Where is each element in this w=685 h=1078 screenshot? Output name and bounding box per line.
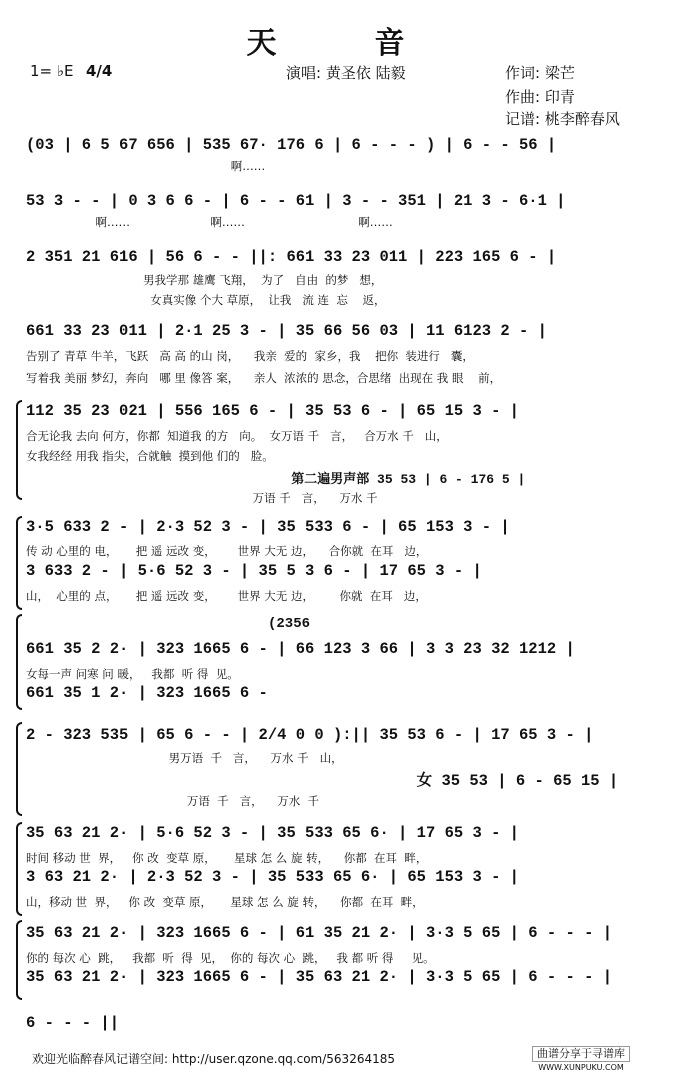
system-brace-3	[16, 614, 22, 710]
score-line-10: 661 35 1 2· | 323 1665 6 -	[26, 684, 268, 702]
lyric-line-9a: 女每一声 问寒 问 暖， 我都 听 得 见。	[26, 667, 239, 681]
system-brace-5	[16, 822, 22, 916]
lyric-line-5a: 合无论我 去向 何方，你都 知道我 的方 向。 女万语 千 言， 合万水 千 山，	[26, 429, 448, 443]
composer: 作曲: 印青	[505, 88, 575, 106]
key-signature: 1= ♭E	[30, 62, 74, 80]
system-brace-1	[16, 400, 22, 500]
lyric-line-14a: 山，移动 世 界， 你 改 变草 原， 星球 怎 么 旋 转， 你都 在耳 畔，	[26, 895, 424, 909]
lyric-line-3a: 男我学那 雄鹰 飞翔， 为了 自由 的梦 想，	[26, 273, 383, 287]
lyric-line-4a: 告别了 青草 牛羊，飞跃 高 高 的山 岗， 我亲 爱的 家乡，我 把你 装进行 囊，	[26, 349, 474, 363]
system-brace-6	[16, 920, 22, 1000]
system-brace-2	[16, 516, 22, 610]
score-line-11: 2 - 323 535 | 65 6 - - | 2/4 0 0 ):|| 35 53 6 - | 17 65 3 - |	[26, 726, 594, 744]
intro-notes: (2356	[268, 616, 311, 632]
score-line-9: 661 35 2 2· | 323 1665 6 - | 66 123 3 66 | 3 3 23 32 1212 |	[26, 640, 575, 658]
footer-welcome: 欢迎光临醉春风记谱空间: http://user.qzone.qq.com/563264185	[32, 1052, 396, 1066]
site-badge[interactable]	[532, 1046, 630, 1074]
lyric-line-1a: 啊……	[26, 159, 266, 173]
lyric-line-15a: 你的 每次 心 跳， 我都 听 得 见， 你的 每次 心 跳， 我 都 听 得 见。	[26, 951, 435, 965]
score-line-8: 3 633 2 - | 5·6 52 3 - | 35 5 3 6 - | 17 65 3 - |	[26, 562, 482, 580]
score-line-4: 661 33 23 011 | 2·1 25 3 - | 35 66 56 03 | 11 6123 2 - |	[26, 322, 547, 340]
system-brace-4	[16, 722, 22, 816]
score-line-5: 112 35 23 021 | 556 165 6 - | 35 53 6 - | 65 15 3 - |	[26, 402, 519, 420]
lyric-line-13a: 时间 移动 世 界， 你 改 变草 原， 星球 怎 么 旋 转， 你都 在耳 畔，	[26, 851, 428, 865]
score-line-12: 女 35 53 | 6 - 65 15 |	[26, 772, 619, 790]
lyric-line-11a: 男万语 千 言， 万水 千 山，	[26, 751, 343, 765]
lyric-line-12a: 万语 千 言， 万水 千	[26, 794, 320, 808]
score-line-16: 35 63 21 2· | 323 1665 6 - | 35 63 21 2· | 3·3 5 65 | 6 - - - |	[26, 968, 612, 986]
singers: 演唱: 黄圣依 陆毅	[286, 64, 406, 82]
score-line-1: (03 | 6 5 67 656 | 535 67· 176 6 | 6 - - - ) | 6 - - 56 |	[26, 136, 557, 154]
lyric-line-3b: 女真实像 个大 草原， 让我 流 连 忘 返，	[26, 293, 386, 307]
lyric-line-6a: 万语 千 言， 万水 千	[26, 491, 378, 505]
site-url: WWW.XUNPUKU.COM	[538, 1063, 624, 1072]
score-line-3: 2 351 21 616 | 56 6 - - ||: 661 33 23 011 | 223 165 6 - |	[26, 248, 557, 266]
score-line-6: 第二遍男声部 35 53 | 6 - 176 5 |	[26, 472, 526, 487]
time-signature: 4/4	[86, 62, 113, 80]
lyric-line-2a: 啊…… 啊…… 啊……	[26, 215, 393, 229]
site-name: 曲谱分享于寻谱库	[532, 1046, 630, 1062]
score-line-17: 6 - - - ||	[26, 1014, 120, 1032]
lyricist: 作词: 梁芒	[505, 64, 575, 82]
lyric-line-5b: 女我经经 用我 指尖，合就触 摸到他 们的 脸。	[26, 449, 274, 463]
score-line-2: 53 3 - - | 0 3 6 6 - | 6 - - 61 | 3 - - 351 | 21 3 - 6·1 |	[26, 192, 566, 210]
score-line-15: 35 63 21 2· | 323 1665 6 - | 61 35 21 2· | 3·3 5 65 | 6 - - - |	[26, 924, 612, 942]
lyric-line-7a: 传 动 心里的 电， 把 遥 远改 变， 世界 大无 边， 合你就 在耳 边，	[26, 544, 428, 558]
lyric-line-4b: 写着我 美丽 梦幻，奔向 哪 里 像答 案， 亲人 浓浓的 思念，合思绪 出现在 我 眼 前，	[26, 371, 502, 385]
score-line-13: 35 63 21 2· | 5·6 52 3 - | 35 533 65 6· | 17 65 3 - |	[26, 824, 519, 842]
transcriber: 记谱: 桃李醉春风	[505, 110, 620, 128]
lyric-line-8a: 山， 心里的 点， 把 遥 远改 变， 世界 大无 边， 你就 在耳 边，	[26, 589, 427, 603]
score-line-14: 3 63 21 2· | 2·3 52 3 - | 35 533 65 6· | 65 153 3 - |	[26, 868, 519, 886]
score-line-7: 3·5 633 2 - | 2·3 52 3 - | 35 533 6 - | 65 153 3 - |	[26, 518, 510, 536]
page-title: 天 音	[246, 26, 439, 61]
